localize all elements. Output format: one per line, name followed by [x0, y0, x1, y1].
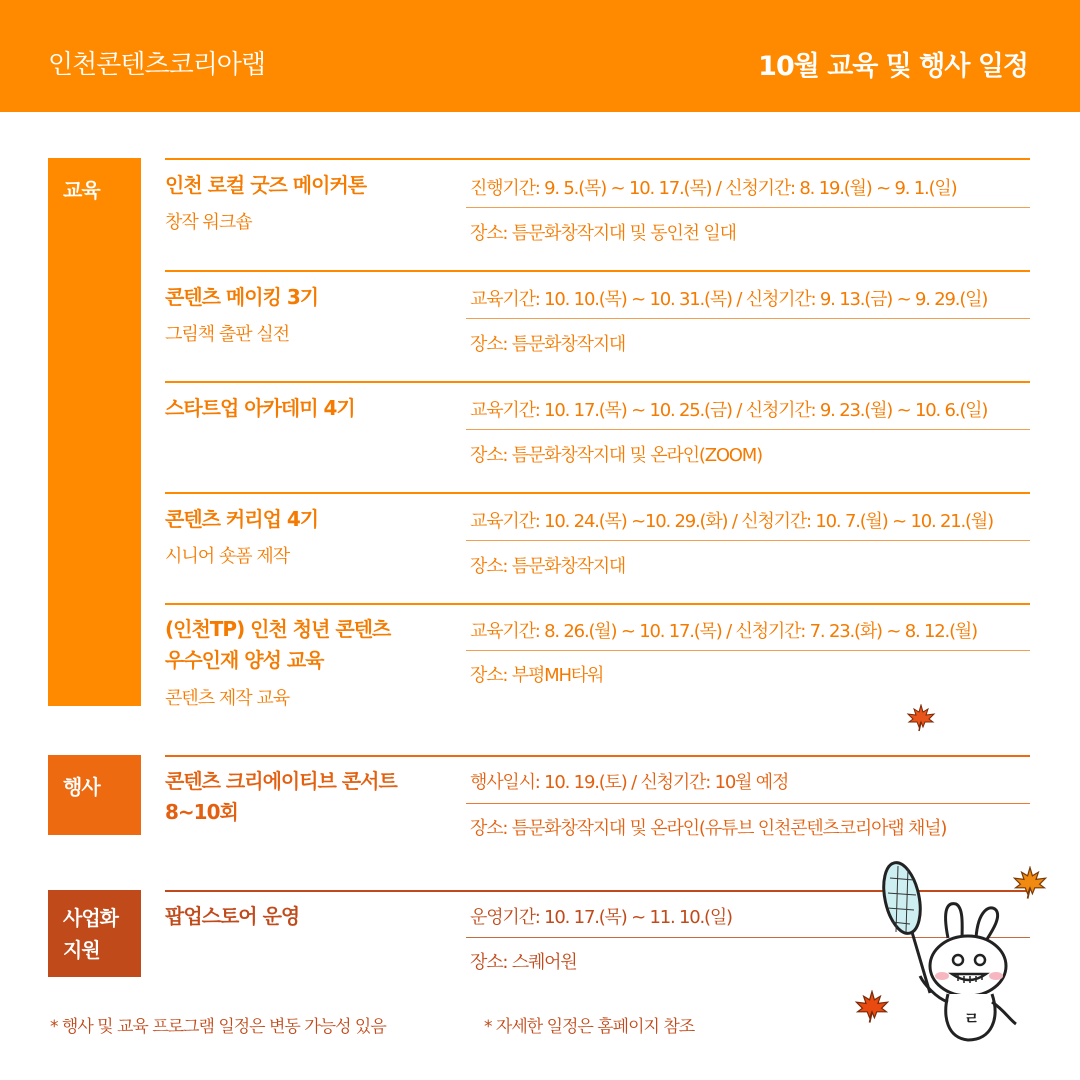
brand-name: 인천콘텐츠코리아랩: [48, 50, 266, 80]
program-period: 교육기간: 10. 24.(목) ~10. 29.(화) / 신청기간: 10. 7.(월) ~ 10. 21.(월): [470, 511, 993, 532]
event-title-line1: 콘텐츠 크리에이티브 콘서트: [165, 769, 397, 793]
program-place: 장소: 틈문화창작지대: [470, 334, 626, 355]
program-period: 교육기간: 10. 17.(목) ~ 10. 25.(금) / 신청기간: 9. 23.(월) ~ 10. 6.(일): [470, 400, 988, 421]
program-divider: [165, 603, 1030, 605]
event-period: 행사일시: 10. 19.(토) / 신청기간: 10월 예정: [470, 772, 789, 793]
program-title: 인천 로컬 굿즈 메이커톤: [165, 173, 367, 197]
maple-leaf-icon: [906, 704, 936, 732]
header-bar: [0, 0, 1080, 112]
program-place: 장소: 틈문화창작지대 및 동인천 일대: [470, 223, 736, 244]
maple-leaf-icon: [1012, 866, 1048, 900]
program-subtitle: 시니어 숏폼 제작: [165, 546, 290, 567]
program-divider: [165, 158, 1030, 160]
footnote-schedule-change: * 행사 및 교육 프로그램 일정은 변동 가능성 있음: [50, 1017, 386, 1037]
program-period: 교육기간: 8. 26.(월) ~ 10. 17.(목) / 신청기간: 7. 23.(화) ~ 8. 12.(월): [470, 621, 977, 642]
program-place: 장소: 틈문화창작지대: [470, 556, 626, 577]
rabbit-mascot-icon: [912, 898, 1032, 1048]
program-title: 콘텐츠 커리업 4기: [165, 507, 319, 531]
row-divider: [466, 318, 1030, 319]
program-title: 스타트업 아카데미 4기: [165, 396, 355, 420]
business-title: 팝업스토어 운영: [165, 904, 300, 928]
program-divider: [165, 755, 1030, 757]
program-divider: [165, 270, 1030, 272]
program-subtitle: 콘텐츠 제작 교육: [165, 688, 290, 709]
business-period: 운영기간: 10. 17.(목) ~ 11. 10.(일): [470, 907, 732, 928]
footnote-homepage: * 자세한 일정은 홈페이지 참조: [484, 1017, 695, 1037]
program-subtitle: 창작 워크숍: [165, 212, 252, 233]
program-divider: [165, 381, 1030, 383]
program-place: 장소: 부평MH타워: [470, 665, 604, 686]
event-place: 장소: 틈문화창작지대 및 온라인(유튜브 인천콘텐츠코리아랩 채널): [470, 818, 947, 839]
program-period: 진행기간: 9. 5.(목) ~ 10. 17.(목) / 신청기간: 8. 19.(월) ~ 9. 1.(일): [470, 178, 957, 199]
program-title: 콘텐츠 메이킹 3기: [165, 285, 319, 309]
program-place: 장소: 틈문화창작지대 및 온라인(ZOOM): [470, 445, 762, 466]
event-title-line2: 8~10회: [165, 800, 238, 824]
program-period: 교육기간: 10. 10.(목) ~ 10. 31.(목) / 신청기간: 9. 13.(금) ~ 9. 29.(일): [470, 289, 988, 310]
section-label-event: 행사: [48, 755, 141, 835]
program-title-line2: 우수인재 양성 교육: [165, 648, 324, 672]
row-divider: [466, 650, 1030, 651]
section-label-business-text: 사업화 지원: [63, 906, 118, 962]
business-place: 장소: 스퀘어원: [470, 952, 577, 973]
program-title-line1: (인천TP) 인천 청년 콘텐츠: [165, 617, 391, 641]
row-divider: [466, 429, 1030, 430]
section-label-education: 교육: [48, 158, 141, 706]
row-divider: [466, 803, 1030, 804]
row-divider: [466, 207, 1030, 208]
row-divider: [466, 540, 1030, 541]
program-divider: [165, 492, 1030, 494]
program-subtitle: 그림책 출판 실전: [165, 324, 290, 345]
svg-text:ㄹ: ㄹ: [964, 1009, 980, 1028]
section-label-business: [48, 890, 141, 977]
page-title: 10월 교육 및 행사 일정: [758, 51, 1028, 82]
